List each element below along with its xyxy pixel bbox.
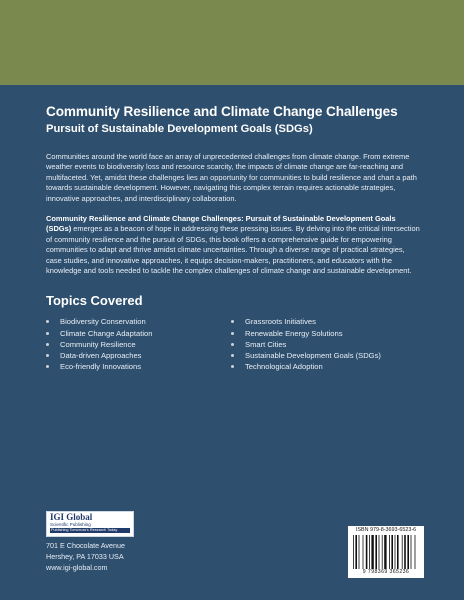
topic-item: Grassroots Initiatives	[231, 316, 416, 327]
isbn-barcode	[348, 526, 424, 578]
topic-item: Data-driven Approaches	[46, 350, 231, 361]
topic-item: Biodiversity Conservation	[46, 316, 231, 327]
publisher-website: www.igi-global.com	[46, 562, 108, 572]
description-paragraph	[46, 214, 422, 276]
publisher-block	[46, 511, 166, 573]
top-color-band	[0, 0, 464, 85]
back-cover-content	[46, 103, 422, 372]
topic-item: Renewable Energy Solutions	[231, 328, 416, 339]
logo-tagline: Scientific Publishing	[50, 522, 91, 527]
topics-column-right	[231, 316, 416, 372]
logo-slogan: Publishing Tomorrow's Research Today	[50, 528, 130, 533]
topics-column-left	[46, 316, 231, 372]
publisher-address	[46, 541, 166, 573]
address-line-2: Hershey, PA 17033 USA	[46, 551, 124, 561]
book-title: Community Resilience and Climate Change Challenges	[46, 104, 398, 119]
book-subtitle: Pursuit of Sustainable Development Goals (SDGs)	[46, 123, 313, 135]
topic-item: Community Resilience	[46, 339, 231, 350]
description-text: emerges as a beacon of hope in addressing these pressing issues. By delving into the critical intersection of community resilience and the pursuit of SDGs, this book offers a comprehensive guide for empowering communities to adapt and thrive amidst climate uncertainties. Through a diverse range of practical strategies, case studies, and innovative approaches, it equips decision-makers, practitioners, and educators with the knowledge and tools needed to tackle the complex challenges of climate change and sustainable development.	[46, 224, 420, 276]
description-book-title: Community Resilience and Climate Change Challenges: Pursuit of Sustainable Development Goals (SDGs)	[46, 214, 396, 234]
address-line-1: 701 E Chocolate Avenue	[46, 541, 125, 550]
topic-item: Sustainable Development Goals (SDGs)	[231, 350, 416, 361]
topic-item: Technological Adoption	[231, 361, 416, 372]
topic-item: Climate Change Adaptation	[46, 328, 231, 339]
intro-paragraph: Communities around the world face an array of unprecedented challenges from climate change. From extreme weather events to biodiversity loss and resource scarcity, the impacts of climate change are far-reaching and multifaceted. Yet, amidst these challenges lies an opportunity for communities to build resilience and chart a path towards sustainable development. However, navigating this complex terrain requires actionable strategies, innovative approaches, and interdisciplinary collaboration.	[46, 152, 417, 203]
barcode-bars	[352, 535, 420, 569]
barcode-number: 9 798369 365236	[362, 569, 410, 575]
topic-item: Smart Cities	[231, 339, 416, 350]
logo-name: IGI Global	[50, 512, 93, 522]
topic-item: Eco-friendly Innovations	[46, 361, 231, 372]
topics-heading: Topics Covered	[46, 293, 143, 309]
topics-list	[46, 316, 422, 372]
isbn-label: ISBN 979-8-3693-6523-6	[355, 527, 417, 533]
publisher-logo	[46, 511, 134, 537]
